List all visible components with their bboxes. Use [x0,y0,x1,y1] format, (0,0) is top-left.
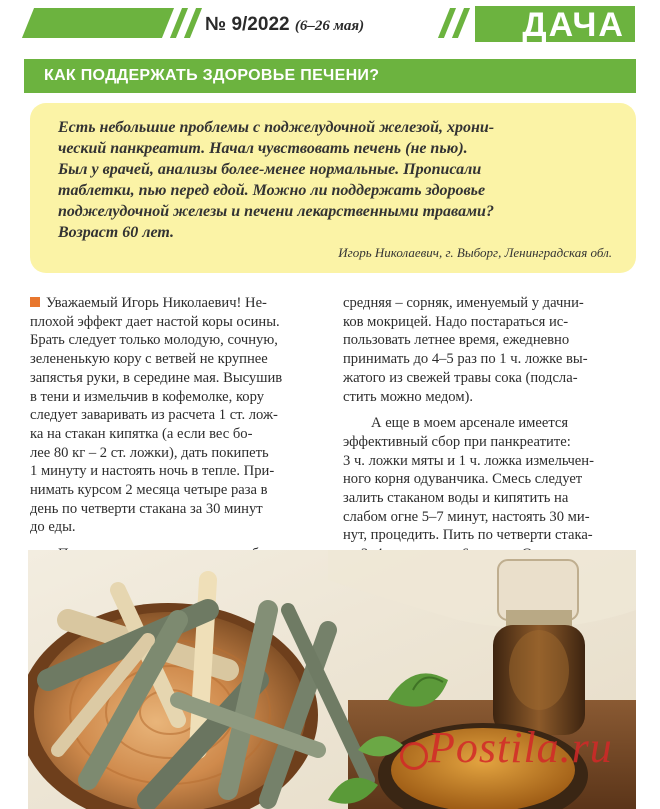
masthead [0,0,660,44]
question-line: Возраст 60 лет. [58,224,174,241]
body-line-text: Уважаемый Игорь Николаевич! Не- [46,295,267,311]
body-line: нимать курсом 2 месяца четыре раза в [30,482,268,499]
reader-question-box [30,103,636,273]
issue-number [205,10,435,40]
body-line: жатого из свежей травы сока (подсла- [343,369,578,386]
body-line: до еды. [30,519,76,536]
issue-dates: (6–26 мая) [294,18,365,34]
body-line [30,294,330,313]
question-line: Был у врачей, анализы более-менее нормальные. Прописали [58,161,482,178]
body-line: пользовать летнее время, ежедневно [343,332,570,349]
issue-label: № 9/2022 [205,14,290,35]
question-author: Игорь Николаевич, г. Выборг, Ленинградская обл. [338,245,612,260]
body-line: следует заваривать из расчета 1 ст. лож- [30,407,278,424]
section-banner [475,6,635,42]
body-line: стить можно медом). [343,388,474,405]
section-title: ДАЧА [522,6,625,42]
body-line: залить стаканом воды и кипятить на [343,490,569,507]
decor-stripe [452,8,470,38]
body-line: лее 80 кг – 2 ст. ложки), дать покипеть [30,444,269,461]
body-line: запястья руки, в середине мая. Высушив [30,369,283,386]
body-line: 1 минуту и настоять ночь в тепле. При- [30,463,275,480]
body-line: принимать до 4–5 раз по 1 ч. ложке вы- [343,351,588,368]
headline-bar [24,59,636,93]
question-line: таблетки, пью перед едой. Можно ли поддержать здоровье [58,182,486,199]
watermark-logo-icon [400,742,428,770]
body-line: средняя – сорняк, именуемый у дачни- [343,295,584,311]
article-headline: КАК ПОДДЕРЖАТЬ ЗДОРОВЬЕ ПЕЧЕНИ? [44,67,380,84]
body-line: ка на стакан кипятка (а если вес бо- [30,425,253,442]
body-line: день по четверти стакана за 30 минут [30,500,263,517]
body-line: Брать следует только молодую, сочную, [30,332,278,349]
body-line: эффективный сбор при панкреатите: [343,433,571,450]
body-line: в тени и измельчив в кофемолке, кору [30,388,265,405]
body-line: нут, процедить. Пить по четверти стака- [343,527,593,544]
body-line: плохой эффект дает настой коры осины. [30,313,280,330]
body-line: 3 ч. ложки мяты и 1 ч. ложка измельчен- [343,452,594,469]
answer-column-left [30,294,330,583]
question-line: поджелудочной железы и печени лекарственными травами? [58,203,494,220]
paragraph-marker-icon [30,297,40,307]
body-line: А еще в моем арсенале имеется [371,415,569,432]
honey-jar [493,560,585,735]
question-line: ческий панкреатит. Начал чувствовать печень (не пью). [58,140,468,157]
body-line: ного корня одуванчика. Смесь следует [343,471,583,488]
watermark: Postila.ru [428,723,613,772]
decor-stripe [22,8,174,38]
body-line: ков мокрицей. Надо постараться ис- [343,313,569,330]
body-line: слабом огне 5–7 минут, настоять 30 ми- [343,508,590,525]
answer-column-right [343,294,639,583]
body-line: зелененькую кору с ветвей не крупнее [30,351,268,368]
decor-stripe [184,8,202,38]
question-line: Есть небольшие проблемы с поджелудочной железой, хрони- [58,119,495,136]
reader-question [58,117,618,243]
